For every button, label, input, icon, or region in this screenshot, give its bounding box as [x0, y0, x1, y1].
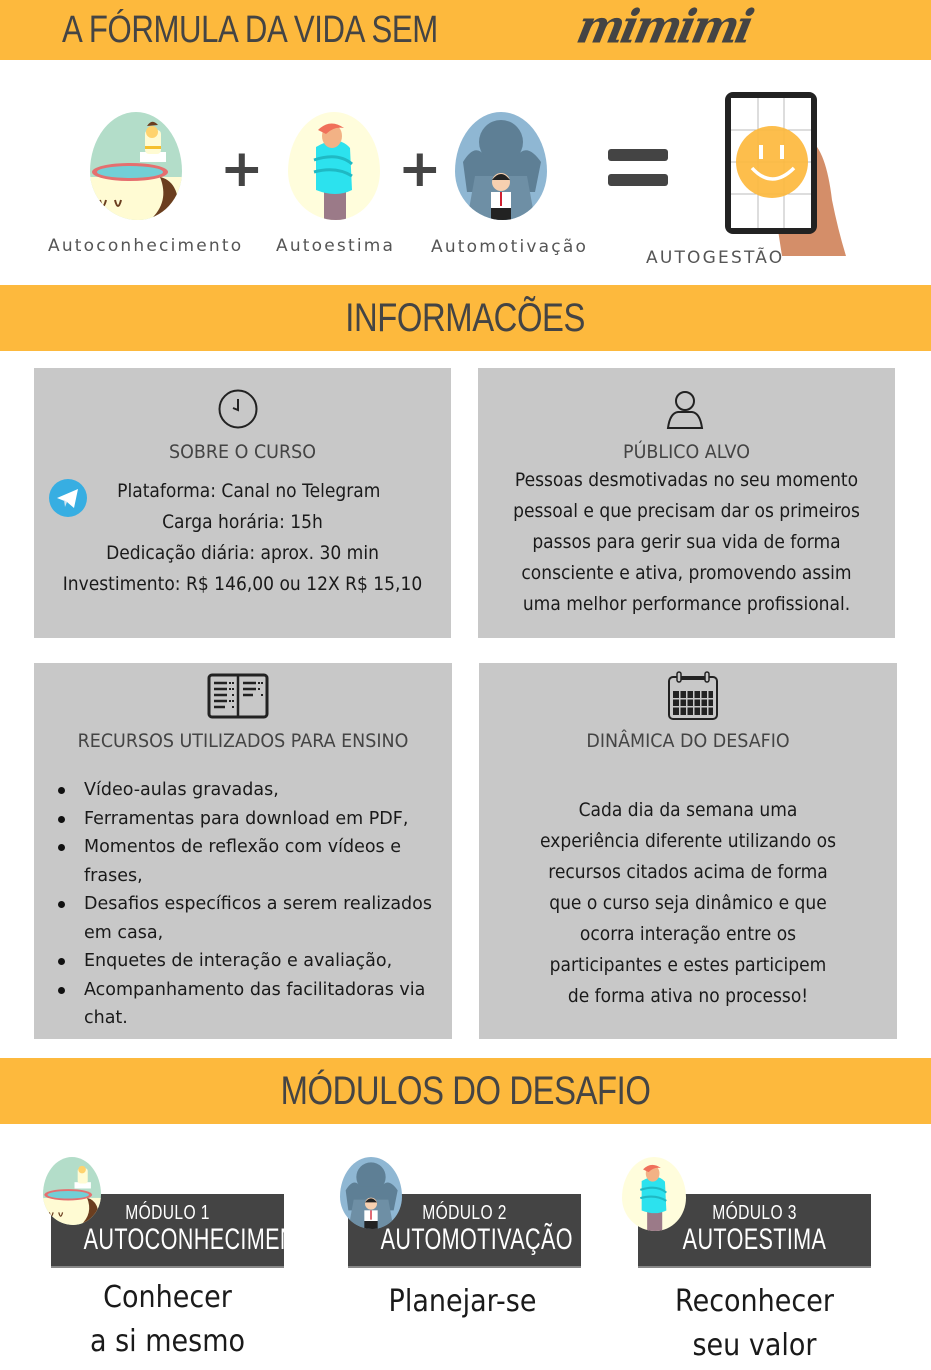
module-number: MÓDULO 1 [125, 1202, 210, 1224]
diving-head-illustration [43, 1157, 101, 1225]
text-line: de forma ativa no processo! [567, 985, 809, 1007]
clock-icon [217, 388, 259, 430]
user-icon [664, 388, 706, 430]
text-line: experiência diferente utilizando os [540, 830, 836, 852]
formula-result-label: AUTOGESTÃO [646, 248, 785, 268]
text-line: consciente e ativa, promovendo assim [521, 562, 852, 584]
list-item: Enquetes de interação e avaliação, [34, 947, 442, 976]
list-item: Acompanhamento das facilitadoras via chat. [34, 976, 442, 1033]
card-title: PÚBLICO ALVO [623, 441, 750, 463]
self-hug-illustration [622, 1157, 686, 1231]
page-title: A FÓRMULA DA VIDA SEM [62, 8, 438, 51]
text-line: que o curso seja dinâmico e que [549, 892, 827, 914]
text-line: passos para gerir sua vida de forma [532, 531, 841, 553]
module-description [348, 1280, 578, 1324]
section-title: MÓDULOS DO DESAFIO [280, 1068, 651, 1113]
workload-line: Carga horária: 15h [162, 511, 323, 533]
desc-line: Conhecer [103, 1280, 232, 1315]
list-item: Momentos de reflexão com vídeos e frases, [34, 833, 442, 890]
module-description [53, 1276, 283, 1364]
section-header-informacoes [0, 285, 931, 351]
text-line: uma melhor performance profissional. [522, 593, 851, 615]
formula-label-autoconhecimento: Autoconhecimento [48, 236, 244, 256]
businessman-shadow-illustration [340, 1157, 402, 1229]
text-line: participantes e estes participem [549, 954, 827, 976]
phone-puzzle-smiley-illustration [722, 90, 852, 260]
section-header-modulos [0, 1058, 931, 1124]
page-title-script-word: mimimi [572, 0, 756, 55]
card-description [499, 465, 874, 620]
calendar-icon [667, 671, 719, 721]
desc-line: seu valor [692, 1328, 817, 1363]
plus-operator: + [220, 139, 264, 199]
open-book-icon [207, 673, 269, 721]
investment-line: Investimento: R$ 146,00 ou 12X R$ 15,10 [62, 573, 423, 595]
list-item: Vídeo-aulas gravadas, [34, 776, 442, 805]
list-item: Ferramentas para download em PDF, [34, 805, 442, 834]
card-title: DINÂMICA DO DESAFIO [586, 730, 790, 752]
card-description [500, 795, 876, 1012]
text-line: recursos citados acima de forma [548, 861, 828, 883]
plus-operator: + [398, 139, 442, 199]
module-description [640, 1280, 870, 1368]
card-recursos [34, 663, 452, 1039]
header-banner [0, 0, 931, 60]
desc-line: Planejar-se [388, 1284, 537, 1319]
module-name: AUTOCONHECIMENTO [83, 1223, 327, 1256]
card-title: SOBRE O CURSO [169, 441, 316, 463]
section-title: INFORMACÕES [345, 295, 586, 340]
card-sobre-o-curso [34, 368, 451, 638]
card-publico-alvo [478, 368, 895, 638]
card-dinamica [479, 663, 897, 1039]
platform-line: Plataforma: Canal no Telegram [117, 480, 381, 502]
businessman-shadow-illustration [455, 112, 547, 220]
module-number: MÓDULO 3 [712, 1202, 797, 1224]
module-name: AUTOESTIMA [682, 1223, 827, 1256]
resources-list [34, 776, 442, 1033]
module-number: MÓDULO 2 [422, 1202, 507, 1224]
formula-label-automotivacao: Automotivação [431, 237, 589, 257]
text-line: Cada dia da semana uma [578, 799, 798, 821]
desc-line: a si mesmo [89, 1324, 246, 1359]
card-title: RECURSOS UTILIZADOS PARA ENSINO [77, 730, 409, 752]
list-item: Desafios específicos a serem realizados em casa, [34, 890, 442, 947]
card-lines [55, 476, 430, 600]
text-line: Pessoas desmotivadas no seu momento [514, 469, 859, 491]
diving-head-illustration [90, 112, 182, 220]
self-hug-illustration [288, 112, 380, 220]
desc-line: Reconhecer [675, 1284, 834, 1319]
daily-dedication-line: Dedicação diária: aprox. 30 min [106, 542, 379, 564]
formula-label-autoestima: Autoestima [276, 236, 396, 256]
text-line: ocorra interação entre os [579, 923, 797, 945]
text-line: pessoal e que precisam dar os primeiros [513, 500, 860, 522]
module-name: AUTOMOTIVAÇÃO [380, 1223, 573, 1256]
